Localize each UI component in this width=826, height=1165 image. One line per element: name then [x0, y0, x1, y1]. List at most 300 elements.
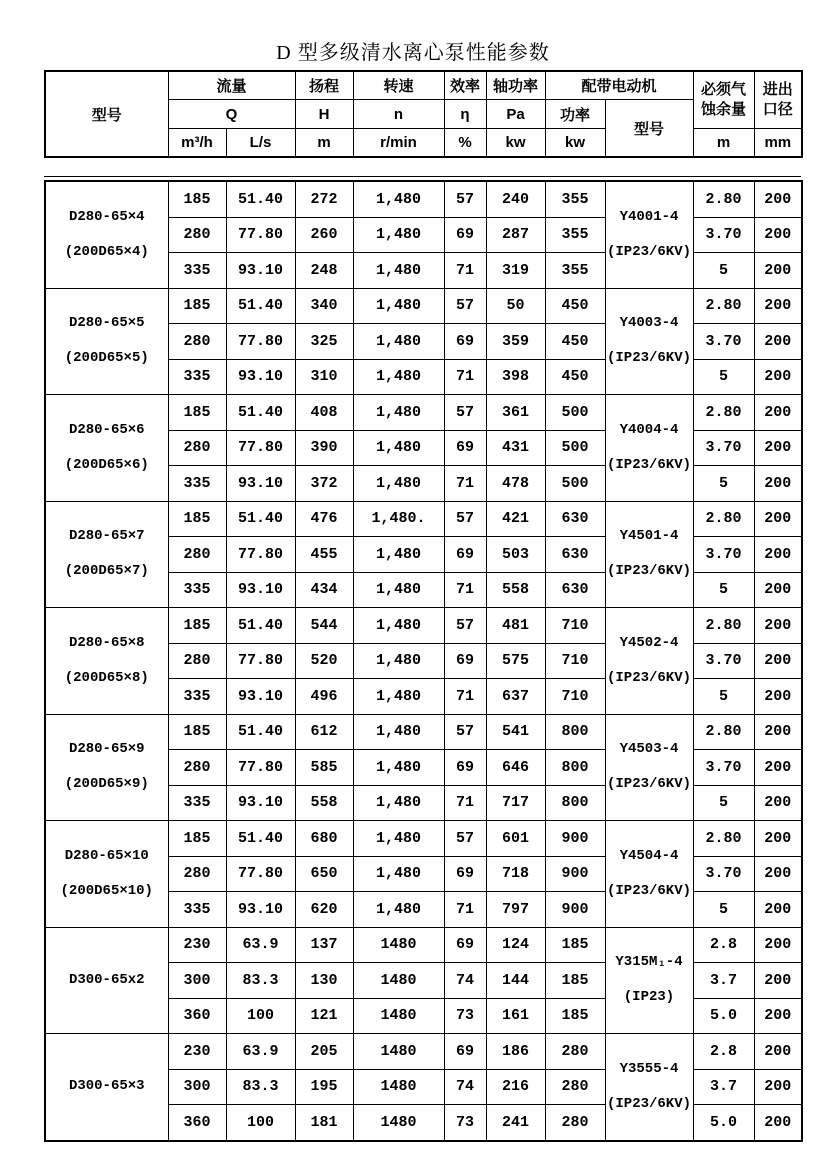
cell-head-m: 372	[295, 466, 353, 502]
cell-flow-m3h: 335	[168, 466, 226, 502]
cell-shaft-power: 216	[486, 1069, 545, 1105]
cell-head-m: 680	[295, 821, 353, 857]
cell-flow-ls: 77.80	[226, 537, 295, 573]
pump-model-cell-text: (200D65×8)	[64, 669, 149, 686]
table-row	[45, 714, 802, 750]
pump-table-body	[45, 181, 802, 1141]
cell-speed-rmin: 1480	[353, 1034, 444, 1070]
cell-flow-m3h: 335	[168, 359, 226, 395]
cell-port-diameter: 200	[754, 963, 802, 999]
cell-speed-rmin: 1,480	[353, 892, 444, 928]
cell-speed-rmin: 1480	[353, 1069, 444, 1105]
header-speed: 转速	[353, 71, 444, 100]
cell-head-m: 390	[295, 430, 353, 466]
table-row	[45, 181, 802, 217]
cell-speed-rmin: 1,480.	[353, 501, 444, 537]
motor-model-cell	[605, 927, 693, 1034]
pump-model-cell-text: D280-65×4	[68, 208, 145, 225]
cell-npsh: 5.0	[693, 1105, 754, 1141]
cell-flow-ls: 63.9	[226, 927, 295, 963]
cell-port-diameter: 200	[754, 714, 802, 750]
header-table	[44, 70, 803, 158]
cell-npsh: 5	[693, 785, 754, 821]
pump-model-cell	[45, 927, 168, 1034]
motor-model-cell	[605, 1034, 693, 1141]
motor-model-cell-text: Y4503-4	[619, 741, 679, 758]
cell-shaft-power: 287	[486, 217, 545, 253]
cell-port-diameter: 200	[754, 927, 802, 963]
table-row	[45, 927, 802, 963]
cell-port-diameter: 200	[754, 998, 802, 1034]
pump-model-cell-text: D280-65×5	[68, 315, 145, 332]
cell-efficiency: 57	[444, 501, 486, 537]
cell-head-m: 205	[295, 1034, 353, 1070]
cell-flow-ls: 77.80	[226, 217, 295, 253]
table-row	[45, 1034, 802, 1070]
cell-efficiency: 73	[444, 1105, 486, 1141]
cell-efficiency: 69	[444, 430, 486, 466]
pump-model-cell-text: D280-65×7	[68, 528, 145, 545]
cell-flow-m3h: 335	[168, 572, 226, 608]
cell-motor-power: 355	[545, 217, 605, 253]
cell-shaft-power: 601	[486, 821, 545, 857]
pump-model-cell-text: (200D65×4)	[64, 243, 149, 260]
cell-motor-power: 800	[545, 785, 605, 821]
cell-speed-rmin: 1480	[353, 927, 444, 963]
motor-model-cell	[605, 821, 693, 928]
cell-motor-power: 900	[545, 856, 605, 892]
cell-shaft-power: 503	[486, 537, 545, 573]
cell-port-diameter: 200	[754, 395, 802, 431]
cell-efficiency: 57	[444, 714, 486, 750]
cell-port-diameter: 200	[754, 466, 802, 502]
cell-shaft-power: 240	[486, 181, 545, 217]
cell-npsh: 5	[693, 572, 754, 608]
pump-model-cell	[45, 608, 168, 715]
cell-shaft-power: 361	[486, 395, 545, 431]
cell-motor-power: 500	[545, 430, 605, 466]
cell-flow-m3h: 280	[168, 643, 226, 679]
cell-efficiency: 71	[444, 679, 486, 715]
cell-speed-rmin: 1,480	[353, 643, 444, 679]
cell-speed-rmin: 1,480	[353, 572, 444, 608]
cell-npsh: 3.70	[693, 856, 754, 892]
cell-flow-ls: 51.40	[226, 288, 295, 324]
header-pump-model: 型号	[45, 71, 168, 157]
cell-flow-ls: 77.80	[226, 750, 295, 786]
cell-efficiency: 73	[444, 998, 486, 1034]
cell-flow-ls: 51.40	[226, 181, 295, 217]
motor-model-cell	[605, 395, 693, 502]
motor-model-cell-text: Y4004-4	[619, 421, 679, 438]
header-efficiency: 效率	[444, 71, 486, 100]
cell-flow-ls: 93.10	[226, 572, 295, 608]
header-shaft-symbol: Pa	[486, 100, 545, 129]
cell-head-m: 310	[295, 359, 353, 395]
pump-model-cell-text: D300-65x2	[68, 971, 145, 988]
cell-motor-power: 185	[545, 927, 605, 963]
cell-flow-m3h: 230	[168, 1034, 226, 1070]
pump-model-cell	[45, 395, 168, 502]
header-unit-ls: L/s	[226, 129, 295, 158]
cell-flow-m3h: 230	[168, 927, 226, 963]
header-unit-npsh-m: m	[693, 129, 754, 158]
pump-model-cell	[45, 1034, 168, 1141]
cell-npsh: 2.80	[693, 288, 754, 324]
cell-head-m: 585	[295, 750, 353, 786]
cell-speed-rmin: 1,480	[353, 288, 444, 324]
cell-npsh: 3.7	[693, 1069, 754, 1105]
header-table-container	[44, 70, 803, 158]
cell-port-diameter: 200	[754, 785, 802, 821]
cell-port-diameter: 200	[754, 253, 802, 289]
cell-motor-power: 450	[545, 324, 605, 360]
cell-head-m: 408	[295, 395, 353, 431]
cell-motor-power: 800	[545, 714, 605, 750]
cell-shaft-power: 144	[486, 963, 545, 999]
cell-efficiency: 69	[444, 750, 486, 786]
cell-port-diameter: 200	[754, 892, 802, 928]
cell-speed-rmin: 1,480	[353, 395, 444, 431]
cell-speed-rmin: 1480	[353, 998, 444, 1034]
motor-model-cell	[605, 288, 693, 395]
header-unit-motor-kw: kw	[545, 129, 605, 158]
table-row	[45, 821, 802, 857]
cell-port-diameter: 200	[754, 572, 802, 608]
table-row	[45, 395, 802, 431]
cell-port-diameter: 200	[754, 217, 802, 253]
cell-motor-power: 800	[545, 750, 605, 786]
cell-shaft-power: 359	[486, 324, 545, 360]
header-unit-head-m: m	[295, 129, 353, 158]
cell-motor-power: 710	[545, 643, 605, 679]
cell-speed-rmin: 1,480	[353, 785, 444, 821]
cell-head-m: 650	[295, 856, 353, 892]
table-row	[45, 608, 802, 644]
motor-model-cell-text: (IP23)	[623, 989, 675, 1006]
header-flow: 流量	[168, 71, 295, 100]
cell-speed-rmin: 1,480	[353, 181, 444, 217]
motor-model-cell-text: (IP23/6KV)	[606, 243, 691, 260]
cell-speed-rmin: 1,480	[353, 430, 444, 466]
cell-speed-rmin: 1,480	[353, 608, 444, 644]
cell-speed-rmin: 1,480	[353, 217, 444, 253]
cell-head-m: 620	[295, 892, 353, 928]
cell-flow-ls: 93.10	[226, 359, 295, 395]
cell-motor-power: 630	[545, 537, 605, 573]
cell-speed-rmin: 1,480	[353, 359, 444, 395]
cell-speed-rmin: 1,480	[353, 324, 444, 360]
cell-npsh: 3.70	[693, 750, 754, 786]
motor-model-cell-text: (IP23/6KV)	[606, 456, 691, 473]
cell-motor-power: 280	[545, 1105, 605, 1141]
cell-flow-m3h: 280	[168, 856, 226, 892]
header-unit-mm: mm	[754, 129, 802, 158]
motor-model-cell-text: (IP23/6KV)	[606, 776, 691, 793]
cell-port-diameter: 200	[754, 288, 802, 324]
cell-motor-power: 280	[545, 1034, 605, 1070]
pump-model-cell-text: (200D65×5)	[64, 350, 149, 367]
cell-flow-ls: 100	[226, 998, 295, 1034]
cell-shaft-power: 797	[486, 892, 545, 928]
header-npsh-line2: 蚀余量	[701, 101, 747, 118]
header-unit-percent: %	[444, 129, 486, 158]
header-head: 扬程	[295, 71, 353, 100]
cell-npsh: 2.80	[693, 181, 754, 217]
header-port-line1: 进出	[762, 81, 793, 98]
cell-efficiency: 74	[444, 963, 486, 999]
cell-port-diameter: 200	[754, 359, 802, 395]
cell-npsh: 2.80	[693, 608, 754, 644]
cell-speed-rmin: 1,480	[353, 466, 444, 502]
header-motor: 配带电动机	[545, 71, 693, 100]
header-port-diameter	[754, 71, 802, 129]
cell-efficiency: 71	[444, 572, 486, 608]
cell-speed-rmin: 1,480	[353, 253, 444, 289]
cell-head-m: 130	[295, 963, 353, 999]
cell-efficiency: 74	[444, 1069, 486, 1105]
cell-flow-ls: 51.40	[226, 395, 295, 431]
pump-data-table	[44, 180, 803, 1142]
cell-flow-m3h: 280	[168, 324, 226, 360]
cell-npsh: 3.70	[693, 430, 754, 466]
cell-efficiency: 57	[444, 821, 486, 857]
cell-efficiency: 71	[444, 466, 486, 502]
pump-model-cell-text: D280-65×6	[68, 421, 145, 438]
cell-shaft-power: 541	[486, 714, 545, 750]
cell-shaft-power: 319	[486, 253, 545, 289]
cell-npsh: 3.7	[693, 963, 754, 999]
cell-shaft-power: 161	[486, 998, 545, 1034]
cell-speed-rmin: 1,480	[353, 714, 444, 750]
cell-motor-power: 710	[545, 679, 605, 715]
cell-efficiency: 69	[444, 927, 486, 963]
page-title: D 型多级清水离心泵性能参数	[276, 42, 550, 64]
cell-port-diameter: 200	[754, 750, 802, 786]
cell-head-m: 260	[295, 217, 353, 253]
cell-flow-ls: 51.40	[226, 608, 295, 644]
motor-model-cell-text: Y4501-4	[619, 528, 679, 545]
cell-npsh: 2.80	[693, 501, 754, 537]
pump-model-cell-text: (200D65×7)	[64, 563, 149, 580]
cell-port-diameter: 200	[754, 501, 802, 537]
cell-flow-ls: 51.40	[226, 501, 295, 537]
cell-npsh: 3.70	[693, 537, 754, 573]
cell-flow-m3h: 185	[168, 821, 226, 857]
cell-speed-rmin: 1,480	[353, 821, 444, 857]
cell-shaft-power: 421	[486, 501, 545, 537]
cell-head-m: 272	[295, 181, 353, 217]
cell-flow-m3h: 185	[168, 181, 226, 217]
cell-flow-m3h: 335	[168, 679, 226, 715]
motor-model-cell-text: Y3555-4	[619, 1060, 679, 1077]
cell-efficiency: 57	[444, 395, 486, 431]
pump-model-cell-text: D280-65×9	[68, 741, 145, 758]
cell-shaft-power: 717	[486, 785, 545, 821]
cell-motor-power: 710	[545, 608, 605, 644]
cell-shaft-power: 481	[486, 608, 545, 644]
cell-head-m: 137	[295, 927, 353, 963]
cell-port-diameter: 200	[754, 537, 802, 573]
cell-flow-ls: 83.3	[226, 1069, 295, 1105]
motor-model-cell-text: (IP23/6KV)	[606, 563, 691, 580]
cell-flow-m3h: 300	[168, 963, 226, 999]
cell-head-m: 476	[295, 501, 353, 537]
header-port-line2: 口径	[762, 101, 793, 118]
cell-flow-ls: 77.80	[226, 430, 295, 466]
cell-npsh: 2.80	[693, 714, 754, 750]
cell-efficiency: 69	[444, 537, 486, 573]
cell-flow-m3h: 280	[168, 217, 226, 253]
cell-speed-rmin: 1,480	[353, 537, 444, 573]
cell-npsh: 2.8	[693, 927, 754, 963]
cell-motor-power: 900	[545, 821, 605, 857]
motor-model-cell-text: Y4502-4	[619, 634, 679, 651]
pump-model-cell	[45, 714, 168, 821]
cell-flow-m3h: 360	[168, 998, 226, 1034]
header-npsh	[693, 71, 754, 129]
pump-model-cell	[45, 181, 168, 288]
cell-npsh: 5	[693, 253, 754, 289]
cell-shaft-power: 558	[486, 572, 545, 608]
cell-motor-power: 900	[545, 892, 605, 928]
cell-port-diameter: 200	[754, 856, 802, 892]
data-table-container	[44, 176, 801, 1142]
cell-efficiency: 57	[444, 608, 486, 644]
table-row	[45, 501, 802, 537]
cell-npsh: 5	[693, 466, 754, 502]
cell-flow-ls: 77.80	[226, 856, 295, 892]
cell-efficiency: 71	[444, 253, 486, 289]
cell-motor-power: 450	[545, 359, 605, 395]
cell-shaft-power: 637	[486, 679, 545, 715]
cell-shaft-power: 718	[486, 856, 545, 892]
cell-flow-ls: 77.80	[226, 643, 295, 679]
cell-head-m: 434	[295, 572, 353, 608]
cell-port-diameter: 200	[754, 821, 802, 857]
motor-model-cell-text: (IP23/6KV)	[606, 882, 691, 899]
pump-model-cell-text: (200D65×6)	[64, 456, 149, 473]
motor-model-cell	[605, 608, 693, 715]
cell-flow-ls: 93.10	[226, 466, 295, 502]
cell-shaft-power: 398	[486, 359, 545, 395]
motor-model-cell-text: Y315M₁-4	[615, 954, 683, 971]
cell-head-m: 558	[295, 785, 353, 821]
cell-shaft-power: 124	[486, 927, 545, 963]
cell-efficiency: 69	[444, 217, 486, 253]
cell-efficiency: 69	[444, 643, 486, 679]
cell-flow-m3h: 185	[168, 714, 226, 750]
cell-shaft-power: 186	[486, 1034, 545, 1070]
cell-efficiency: 71	[444, 359, 486, 395]
pump-model-cell	[45, 501, 168, 608]
cell-npsh: 3.70	[693, 217, 754, 253]
cell-head-m: 325	[295, 324, 353, 360]
cell-speed-rmin: 1,480	[353, 750, 444, 786]
cell-shaft-power: 575	[486, 643, 545, 679]
cell-flow-m3h: 185	[168, 395, 226, 431]
motor-model-cell-text: (IP23/6KV)	[606, 669, 691, 686]
cell-efficiency: 57	[444, 288, 486, 324]
pump-model-cell-text: (200D65×9)	[64, 776, 149, 793]
pump-model-cell	[45, 821, 168, 928]
cell-speed-rmin: 1480	[353, 963, 444, 999]
cell-flow-m3h: 280	[168, 430, 226, 466]
motor-model-cell-text: Y4003-4	[619, 315, 679, 332]
cell-head-m: 544	[295, 608, 353, 644]
cell-head-m: 181	[295, 1105, 353, 1141]
cell-npsh: 2.80	[693, 395, 754, 431]
cell-port-diameter: 200	[754, 643, 802, 679]
cell-efficiency: 69	[444, 1034, 486, 1070]
pump-model-cell	[45, 288, 168, 395]
cell-efficiency: 57	[444, 181, 486, 217]
cell-motor-power: 185	[545, 998, 605, 1034]
cell-head-m: 121	[295, 998, 353, 1034]
cell-motor-power: 355	[545, 181, 605, 217]
cell-motor-power: 355	[545, 253, 605, 289]
cell-npsh: 5	[693, 679, 754, 715]
cell-head-m: 340	[295, 288, 353, 324]
header-head-symbol: H	[295, 100, 353, 129]
cell-port-diameter: 200	[754, 430, 802, 466]
header-unit-shaft-kw: kw	[486, 129, 545, 158]
header-shaft-power: 轴功率	[486, 71, 545, 100]
cell-flow-ls: 51.40	[226, 821, 295, 857]
cell-port-diameter: 200	[754, 608, 802, 644]
cell-flow-m3h: 335	[168, 785, 226, 821]
motor-model-cell	[605, 501, 693, 608]
header-speed-symbol: n	[353, 100, 444, 129]
cell-port-diameter: 200	[754, 1034, 802, 1070]
header-npsh-line1: 必须气	[701, 81, 747, 98]
cell-flow-m3h: 335	[168, 253, 226, 289]
cell-shaft-power: 478	[486, 466, 545, 502]
cell-flow-m3h: 335	[168, 892, 226, 928]
cell-flow-m3h: 360	[168, 1105, 226, 1141]
header-unit-m3h: m³/h	[168, 129, 226, 158]
cell-flow-ls: 83.3	[226, 963, 295, 999]
motor-model-cell	[605, 181, 693, 288]
cell-shaft-power: 646	[486, 750, 545, 786]
cell-port-diameter: 200	[754, 1105, 802, 1141]
motor-model-cell-text: (IP23/6KV)	[606, 350, 691, 367]
cell-flow-ls: 93.10	[226, 785, 295, 821]
cell-head-m: 520	[295, 643, 353, 679]
cell-flow-m3h: 185	[168, 608, 226, 644]
cell-head-m: 612	[295, 714, 353, 750]
cell-efficiency: 69	[444, 856, 486, 892]
header-unit-rmin: r/min	[353, 129, 444, 158]
cell-npsh: 2.80	[693, 821, 754, 857]
motor-model-cell	[605, 714, 693, 821]
cell-flow-m3h: 280	[168, 750, 226, 786]
cell-motor-power: 280	[545, 1069, 605, 1105]
cell-npsh: 5	[693, 892, 754, 928]
cell-port-diameter: 200	[754, 324, 802, 360]
cell-efficiency: 69	[444, 324, 486, 360]
cell-flow-m3h: 300	[168, 1069, 226, 1105]
motor-model-cell-text: Y4001-4	[619, 208, 679, 225]
motor-model-cell-text: (IP23/6KV)	[606, 1095, 691, 1112]
cell-npsh: 5.0	[693, 998, 754, 1034]
pump-model-cell-text: (200D65×10)	[60, 882, 153, 899]
cell-flow-ls: 77.80	[226, 324, 295, 360]
cell-efficiency: 71	[444, 785, 486, 821]
cell-port-diameter: 200	[754, 679, 802, 715]
cell-motor-power: 500	[545, 395, 605, 431]
pump-model-cell-text: D300-65×3	[68, 1078, 145, 1095]
